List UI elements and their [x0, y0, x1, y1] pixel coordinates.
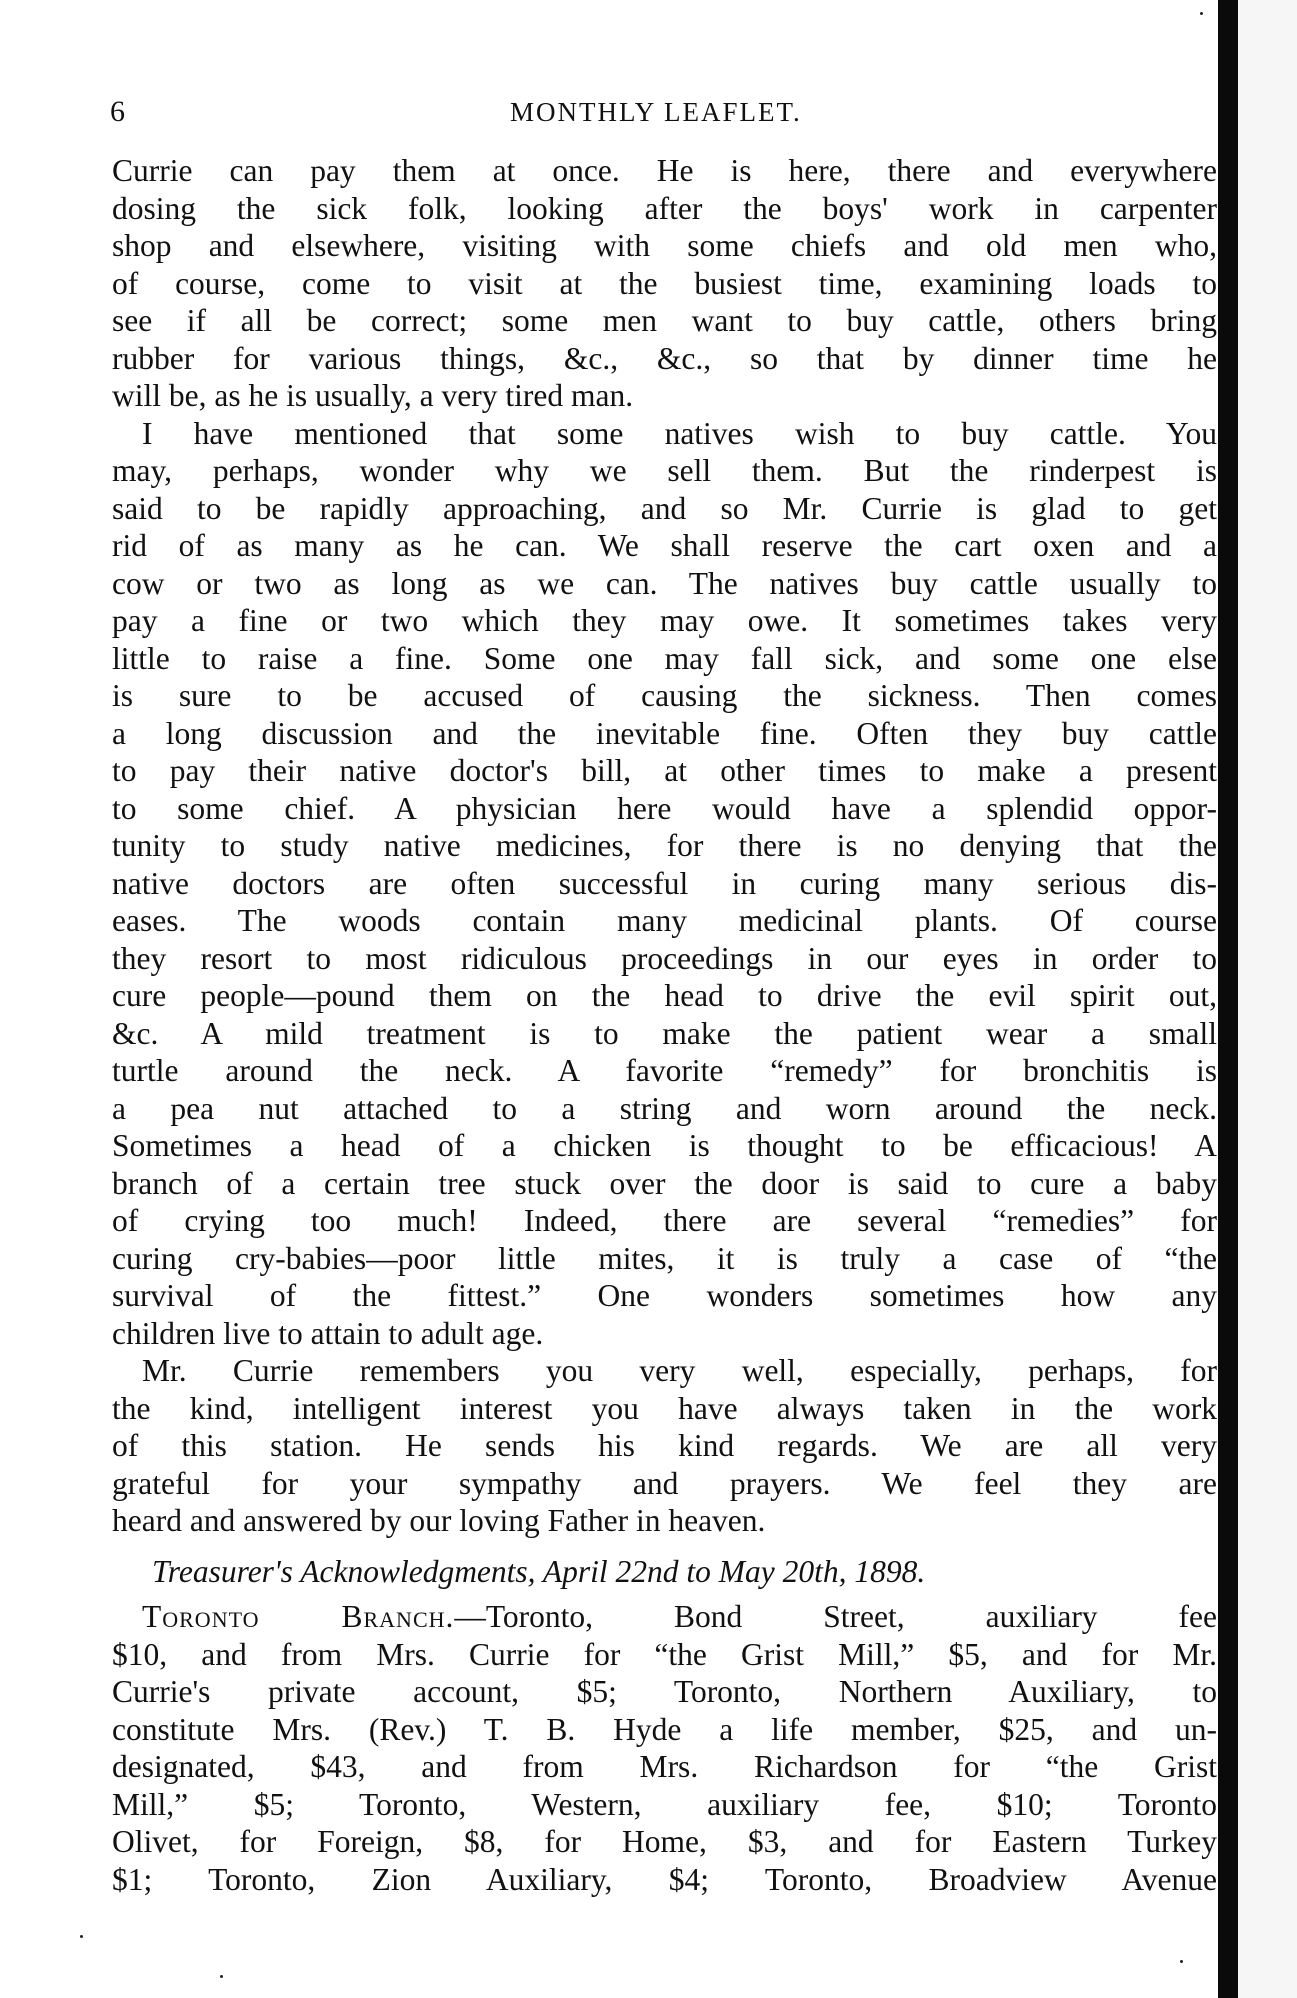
page-number: 6: [110, 95, 125, 128]
running-title: MONTHLY LEAFLET.: [510, 97, 802, 127]
ink-speck: [80, 1935, 83, 1938]
text-line: branch of a certain tree stuck over the door is said to cure a baby: [112, 1165, 1217, 1201]
text-line: pay a fine or two which they may owe. It sometimes takes very: [112, 603, 1217, 638]
paragraph-1: [112, 152, 1217, 415]
text-line: children live to attain to adult age.: [112, 1315, 544, 1351]
text-line: Currie can pay them at once. He is here, there and everywhere: [112, 153, 1217, 188]
text-line: Mr. Currie remembers you very well, especially, perhaps, for: [142, 1353, 1217, 1388]
text-line: of crying too much! Indeed, there are several “remedies” for: [112, 1203, 1217, 1238]
text-line: constitute Mrs. (Rev.) T. B. Hyde a life member, $25, and un-: [112, 1711, 1217, 1747]
text-line: they resort to most ridiculous proceedings in our eyes in order to: [112, 940, 1217, 976]
text-line: rid of as many as he can. We shall reserve the cart oxen and a: [112, 528, 1217, 563]
text-line: of course, come to visit at the busiest time, examining loads to: [112, 265, 1217, 301]
text-line: will be, as he is usually, a very tired man.: [112, 378, 634, 413]
text-line: of this station. He sends his kind regards. We are all very: [112, 1428, 1217, 1463]
text-line: a pea nut attached to a string and worn around the neck.: [112, 1090, 1217, 1126]
text-line: survival of the fittest.” One wonders sometimes how any: [112, 1278, 1217, 1313]
ink-speck: [1180, 1960, 1183, 1963]
binding-shadow: [1218, 0, 1238, 1998]
facing-page-edge: [1238, 0, 1297, 1998]
section-heading: Treasurer's Acknowledgments, April 22nd to May 20th, 1898.: [152, 1553, 926, 1589]
text-line: $10, and from Mrs. Currie for “the Grist Mill,” $5, and for Mr.: [112, 1636, 1217, 1672]
text-line: I have mentioned that some natives wish to buy cattle. You: [142, 415, 1217, 451]
text-line: Olivet, for Foreign, $8, for Home, $3, and for Eastern Turkey: [112, 1824, 1217, 1859]
text-line: a long discussion and the inevitable fine. Often they buy cattle: [112, 715, 1217, 751]
text-line: is sure to be accused of causing the sickness. Then comes: [112, 678, 1217, 713]
text-line-rest: —Toronto, Bond Street, auxiliary fee: [454, 1599, 1217, 1634]
text-line: Currie's private account, $5; Toronto, Northern Auxiliary, to: [112, 1674, 1217, 1709]
text-line: little to raise a fine. Some one may fall sick, and some one else: [112, 640, 1217, 676]
text-line: Sometimes a head of a chicken is thought to be efficacious! A: [112, 1128, 1217, 1163]
text-line: grateful for your sympathy and prayers. We feel they are: [112, 1465, 1217, 1501]
text-line: curing cry-babies—poor little mites, it is truly a case of “the: [112, 1240, 1217, 1276]
text-line: Mill,” $5; Toronto, Western, auxiliary fee, $10; Toronto: [112, 1786, 1217, 1822]
text-line: [112, 1598, 1217, 1636]
text-line: to pay their native doctor's bill, at other times to make a present: [112, 753, 1217, 788]
text-line: tunity to study native medicines, for there is no denying that the: [112, 828, 1217, 863]
text-line: native doctors are often successful in curing many serious dis-: [112, 865, 1217, 901]
ink-speck: [220, 1975, 223, 1978]
text-line: turtle around the neck. A favorite “remedy” for bronchitis is: [112, 1053, 1217, 1088]
text-line: said to be rapidly approaching, and so Mr. Currie is glad to get: [112, 490, 1217, 526]
text-line: &c. A mild treatment is to make the patient wear a small: [112, 1015, 1217, 1051]
ink-speck: [1200, 12, 1203, 15]
text-line: $1; Toronto, Zion Auxiliary, $4; Toronto, Broadview Avenue: [112, 1861, 1217, 1897]
text-line: rubber for various things, &c., &c., so that by dinner time he: [112, 340, 1217, 376]
text-line: the kind, intelligent interest you have always taken in the work: [112, 1390, 1217, 1426]
paragraph-2: [112, 415, 1217, 1353]
paragraph-4: [112, 1598, 1217, 1898]
text-line: dosing the sick folk, looking after the boys' work in carpenter: [112, 190, 1217, 226]
paragraph-3: [112, 1352, 1217, 1540]
text-line: may, perhaps, wonder why we sell them. But the rinderpest is: [112, 453, 1217, 488]
text-line: designated, $43, and from Mrs. Richardson for “the Grist: [112, 1749, 1217, 1784]
text-line: to some chief. A physician here would have a splendid oppor-: [112, 790, 1217, 826]
text-line: cure people—pound them on the head to drive the evil spirit out,: [112, 978, 1217, 1013]
text-line: shop and elsewhere, visiting with some chiefs and old men who,: [112, 228, 1217, 263]
text-line: eases. The woods contain many medicinal plants. Of course: [112, 903, 1217, 938]
text-line: heard and answered by our loving Father in heaven.: [112, 1503, 766, 1538]
article-body: [112, 152, 1217, 1898]
text-line: see if all be correct; some men want to buy cattle, others bring: [112, 303, 1217, 338]
branch-name: Toronto Branch.: [142, 1599, 455, 1634]
page-header: [110, 92, 1210, 132]
text-line: cow or two as long as we can. The natives buy cattle usually to: [112, 565, 1217, 601]
